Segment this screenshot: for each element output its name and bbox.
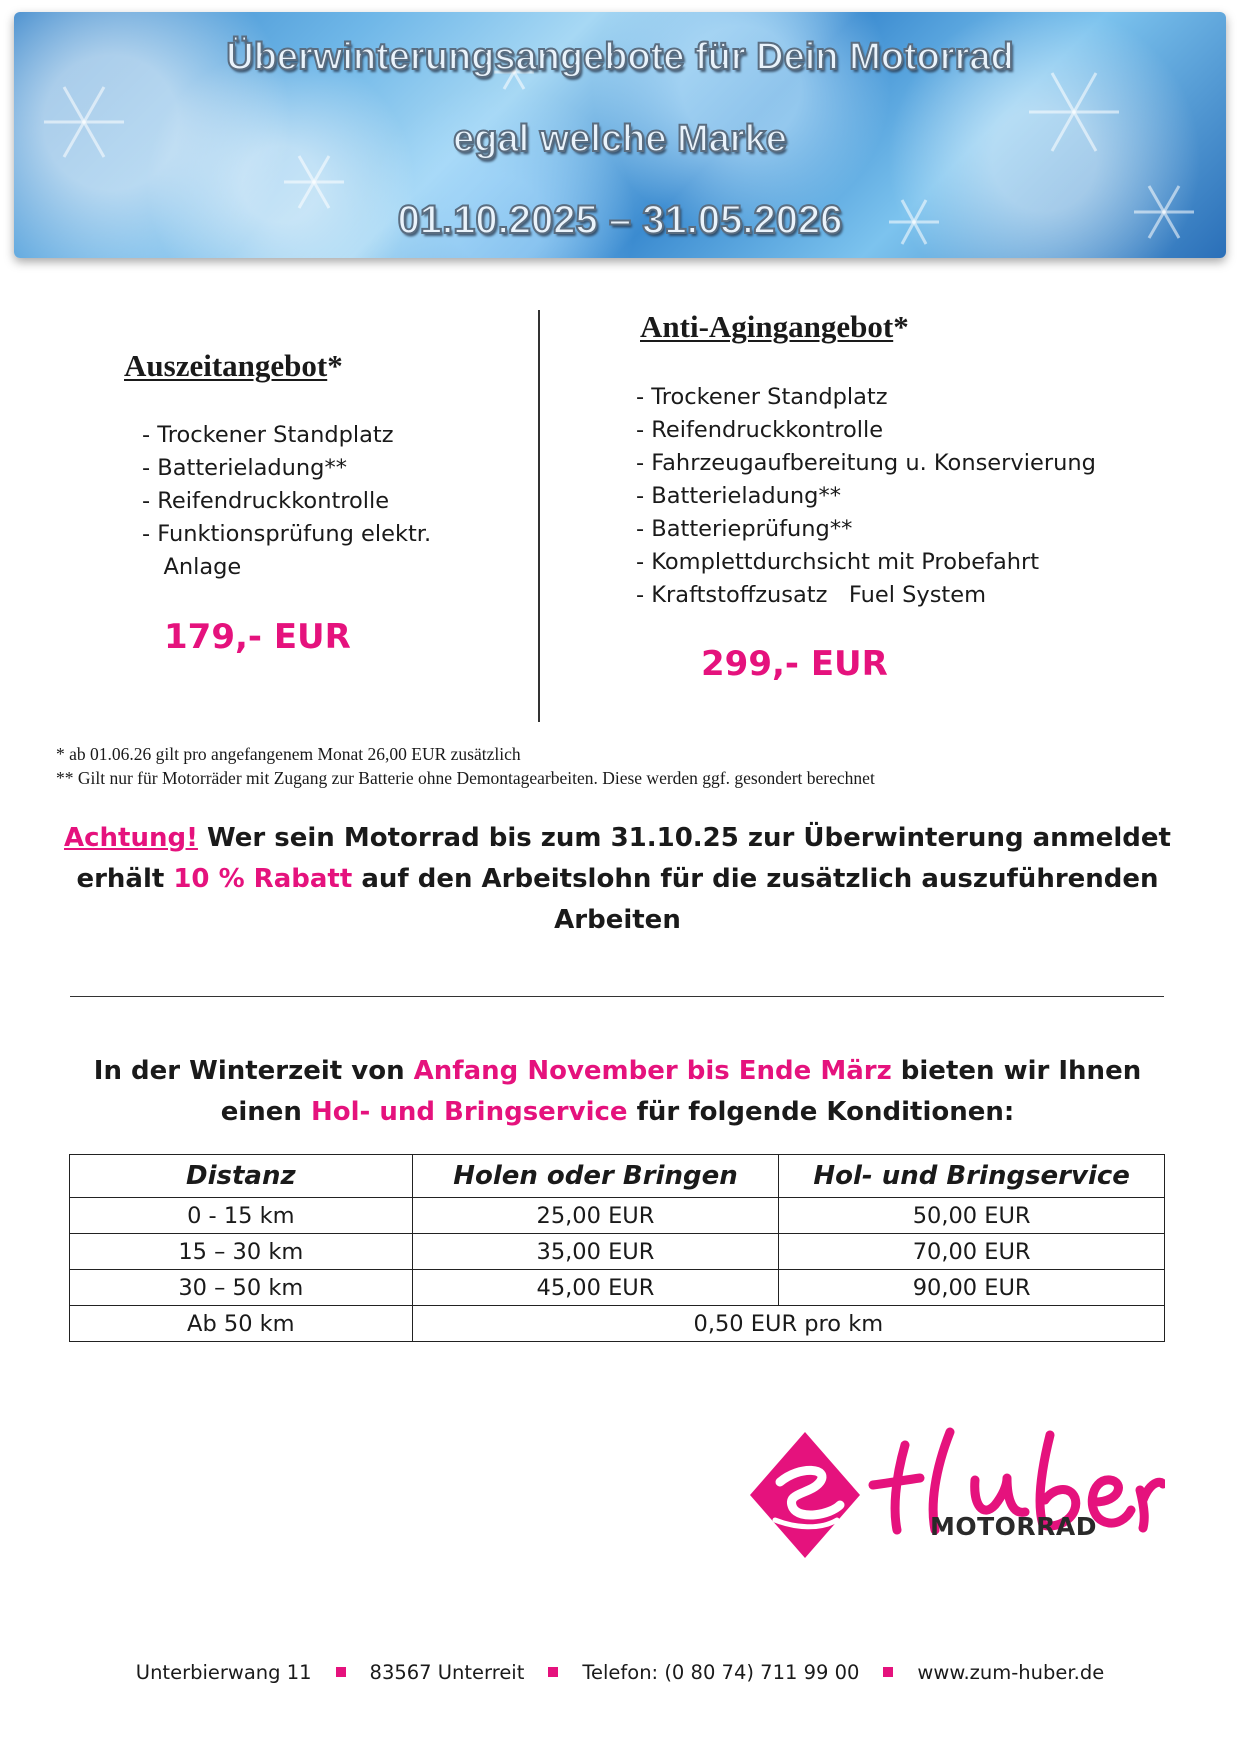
table-cell: 15 – 30 km	[70, 1234, 413, 1270]
list-item: - Batterieladung**	[142, 455, 347, 481]
table-row	[70, 1270, 1165, 1306]
offer-2-title-text: Anti-Agingangebot	[640, 309, 894, 344]
service-highlight: Hol- und Bringservice	[310, 1097, 628, 1127]
table-cell: Ab 50 km	[70, 1306, 413, 1342]
logo-motorrad-text: MOTORRAD	[930, 1512, 1098, 1541]
list-item: - Reifendruckkontrolle	[636, 417, 884, 443]
table-header-row	[70, 1155, 1165, 1198]
offer-2-price: 299,- EUR	[701, 644, 888, 684]
table-cell: 35,00 EUR	[412, 1234, 779, 1270]
table-cell: 50,00 EUR	[779, 1198, 1165, 1234]
winter-text-3: für folgende Konditionen:	[627, 1097, 1015, 1127]
offer-2-list	[636, 381, 1096, 612]
table-cell: 0,50 EUR pro km	[412, 1306, 1164, 1342]
rates-table	[69, 1154, 1165, 1342]
footer-address: Unterbierwang 11	[135, 1661, 312, 1684]
table-cell: 0 - 15 km	[70, 1198, 413, 1234]
table-cell: 45,00 EUR	[412, 1270, 779, 1306]
offer-1-price: 179,- EUR	[164, 617, 351, 657]
huber-motorrad-logo	[745, 1420, 1165, 1570]
header-banner	[14, 12, 1226, 258]
winter-text-2: bieten wir Ihnen einen	[220, 1056, 1142, 1127]
list-item: - Komplettdurchsicht mit Probefahrt	[636, 549, 1040, 575]
list-item: - Funktionsprüfung elektr.	[142, 521, 432, 547]
table-cell: 30 – 50 km	[70, 1270, 413, 1306]
offer-1-title-suffix: *	[327, 348, 343, 383]
banner-title: Überwinterungsangebote für Dein Motorrad	[226, 36, 1014, 78]
notice-text-2: auf den Arbeitslohn für die zusätzlich auszuführenden Arbeiten	[352, 864, 1159, 935]
footer-website-link[interactable]: www.zum-huber.de	[917, 1661, 1105, 1684]
table-header: Hol- und Bringservice	[779, 1155, 1165, 1198]
footnote-1: * ab 01.06.26 gilt pro angefangenem Monat 26,00 EUR zusätzlich	[56, 744, 521, 764]
list-item: - Trockener Standplatz	[142, 422, 394, 448]
offer-1-list	[142, 419, 431, 584]
offer-2-title-suffix: *	[893, 309, 909, 344]
footnote-2: ** Gilt nur für Motorräder mit Zugang zur Batterie ohne Demontagearbeiten. Diese werden ggf. gesondert berechnet	[56, 768, 875, 788]
winter-text-1: In der Winterzeit von	[93, 1056, 414, 1086]
discount-notice	[60, 818, 1175, 941]
table-row	[70, 1306, 1165, 1342]
achtung-label: Achtung!	[63, 823, 198, 853]
bullet-square-icon	[548, 1667, 558, 1677]
list-item: - Batterieprüfung**	[636, 516, 853, 542]
bullet-square-icon	[883, 1667, 893, 1677]
footer-contact	[0, 1661, 1240, 1684]
offer-2-title	[640, 309, 909, 345]
list-item: Anlage	[142, 554, 242, 580]
table-cell: 70,00 EUR	[779, 1234, 1165, 1270]
footer-city: 83567 Unterreit	[369, 1661, 525, 1684]
table-row	[70, 1234, 1165, 1270]
list-item: - Kraftstoffzusatz Fuel System	[636, 582, 987, 608]
list-item: - Batterieladung**	[636, 483, 841, 509]
offer-divider	[538, 310, 540, 722]
banner-period: 01.10.2025 – 31.05.2026	[397, 198, 843, 242]
winter-period-highlight: Anfang November bis Ende März	[413, 1056, 892, 1086]
bullet-square-icon	[336, 1667, 346, 1677]
offer-1-title	[124, 348, 343, 384]
banner-subtitle: egal welche Marke	[453, 118, 787, 160]
winter-service-text	[60, 1051, 1175, 1133]
list-item: - Reifendruckkontrolle	[142, 488, 390, 514]
horizontal-divider	[70, 996, 1164, 997]
table-header: Distanz	[70, 1155, 413, 1198]
list-item: - Trockener Standplatz	[636, 384, 888, 410]
list-item: - Fahrzeugaufbereitung u. Konservierung	[636, 450, 1096, 476]
offer-1-title-text: Auszeitangebot	[124, 348, 328, 383]
table-row	[70, 1198, 1165, 1234]
discount-highlight: 10 % Rabatt	[173, 864, 353, 894]
footer-phone: Telefon: (0 80 74) 711 99 00	[582, 1661, 860, 1684]
logo-diamond-icon	[750, 1432, 860, 1558]
notice-text-1: Wer sein Motorrad bis zum 31.10.25 zur Überwinterung anmeldet erhält	[76, 823, 1171, 894]
table-header: Holen oder Bringen	[412, 1155, 779, 1198]
table-cell: 25,00 EUR	[412, 1198, 779, 1234]
table-cell: 90,00 EUR	[779, 1270, 1165, 1306]
